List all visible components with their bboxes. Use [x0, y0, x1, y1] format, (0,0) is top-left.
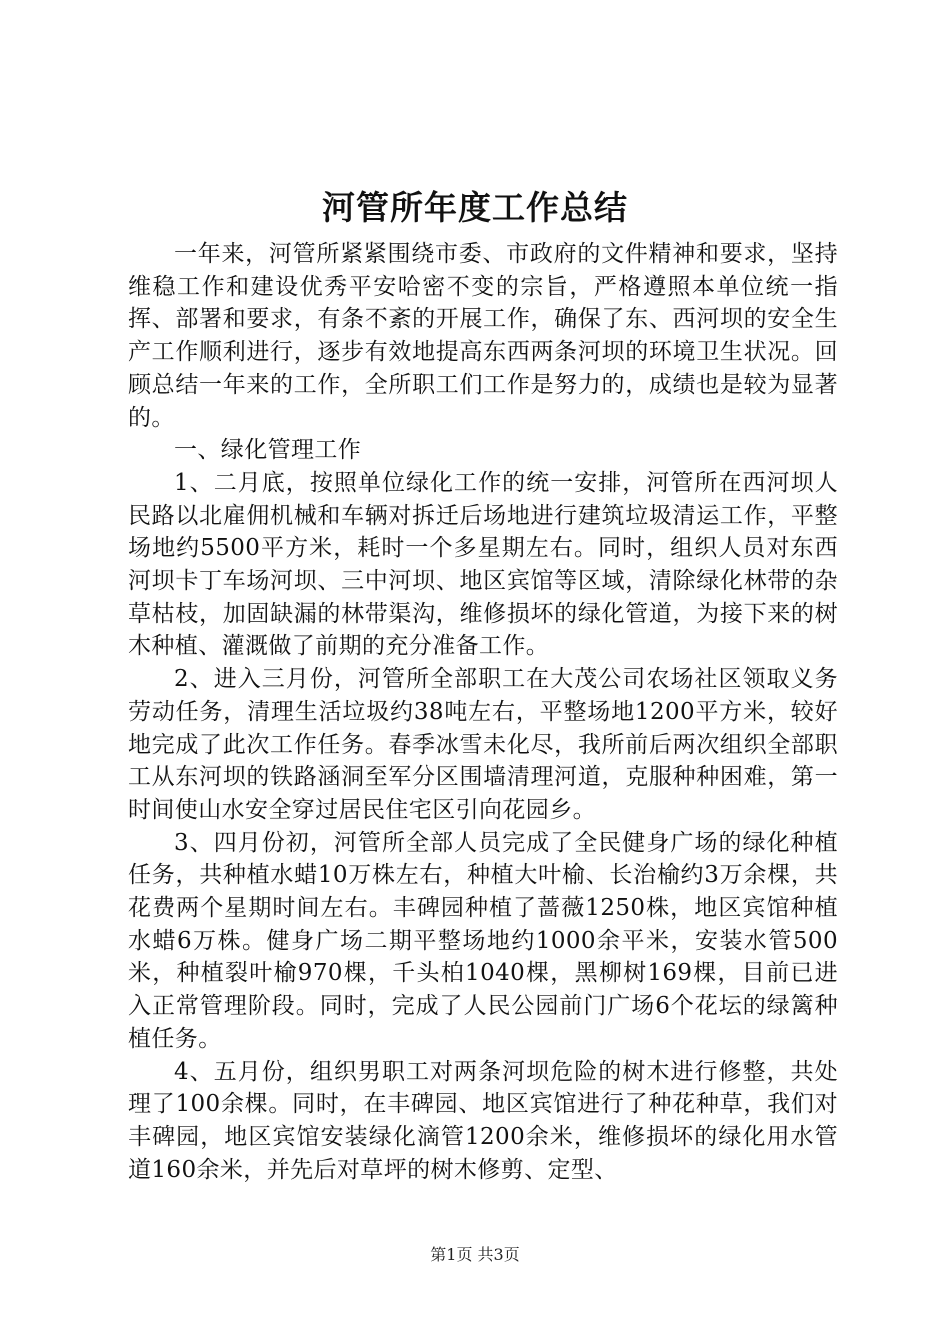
- paragraph-item-1: 1、二月底，按照单位绿化工作的统一安排，河管所在西河坝人民路以北雇佣机械和车辆对拆迁后场地进行建筑垃圾清运工作，平整场地约5500平方米，耗时一个多星期左右。同时，组织人员对东西河坝卡丁车场河坝、三中河坝、地区宾馆等区域，清除绿化林带的杂草枯枝，加固缺漏的林带渠沟，维修损坏的绿化管道，为接下来的树木种植、灌溉做了前期的充分准备工作。: [128, 469, 838, 660]
- section-heading-greening: 一、绿化管理工作: [174, 437, 362, 464]
- paragraph-item-4: 4、五月份，组织男职工对两条河坝危险的树木进行修整，共处理了100余棵。同时，在丰碑园、地区宾馆进行了种花种草，我们对丰碑园，地区宾馆安装绿化滴管1200余米，维修损坏的绿化用水管道160余米，并先后对草坪的树木修剪、定型、: [128, 1058, 838, 1183]
- page-footer: 第1页 共3页: [430, 1245, 520, 1264]
- document-body: [128, 238, 838, 1186]
- paragraph-item-3: 3、四月份初，河管所全部人员完成了全民健身广场的绿化种植任务，共种植水蜡10万株左右，种植大叶榆、长治榆约3万余棵，共花费两个星期时间左右。丰碑园种植了蔷薇1250株，地区宾馆种植水蜡6万株。健身广场二期平整场地约1000余平米，安装水管500米，种植裂叶榆970棵，千头柏1040棵，黑柳树169棵，目前已进入正常管理阶段。同时，完成了人民公园前门广场6个花坛的绿篱种植任务。: [128, 829, 838, 1052]
- paragraph-item-2: 2、进入三月份，河管所全部职工在大茂公司农场社区领取义务劳动任务，清理生活垃圾约38吨左右，平整场地1200平方米，较好地完成了此次工作任务。春季冰雪未化尽，我所前后两次组织全部职工从东河坝的铁路涵洞至军分区围墙清理河道，克服种种困难，第一时间使山水安全穿过居民住宅区引向花园乡。: [128, 666, 838, 823]
- document-title: 河管所年度工作总结: [322, 188, 628, 227]
- intro-paragraph: 一年来，河管所紧紧围绕市委、市政府的文件精神和要求，坚持维稳工作和建设优秀平安哈密不变的宗旨，严格遵照本单位统一指挥、部署和要求，有条不紊的开展工作，确保了东、西河坝的安全生产工作顺利进行，逐步有效地提高东西两条河坝的环境卫生状况。回顾总结一年来的工作，全所职工们工作是努力的，成绩也是较为显著的。: [128, 241, 838, 431]
